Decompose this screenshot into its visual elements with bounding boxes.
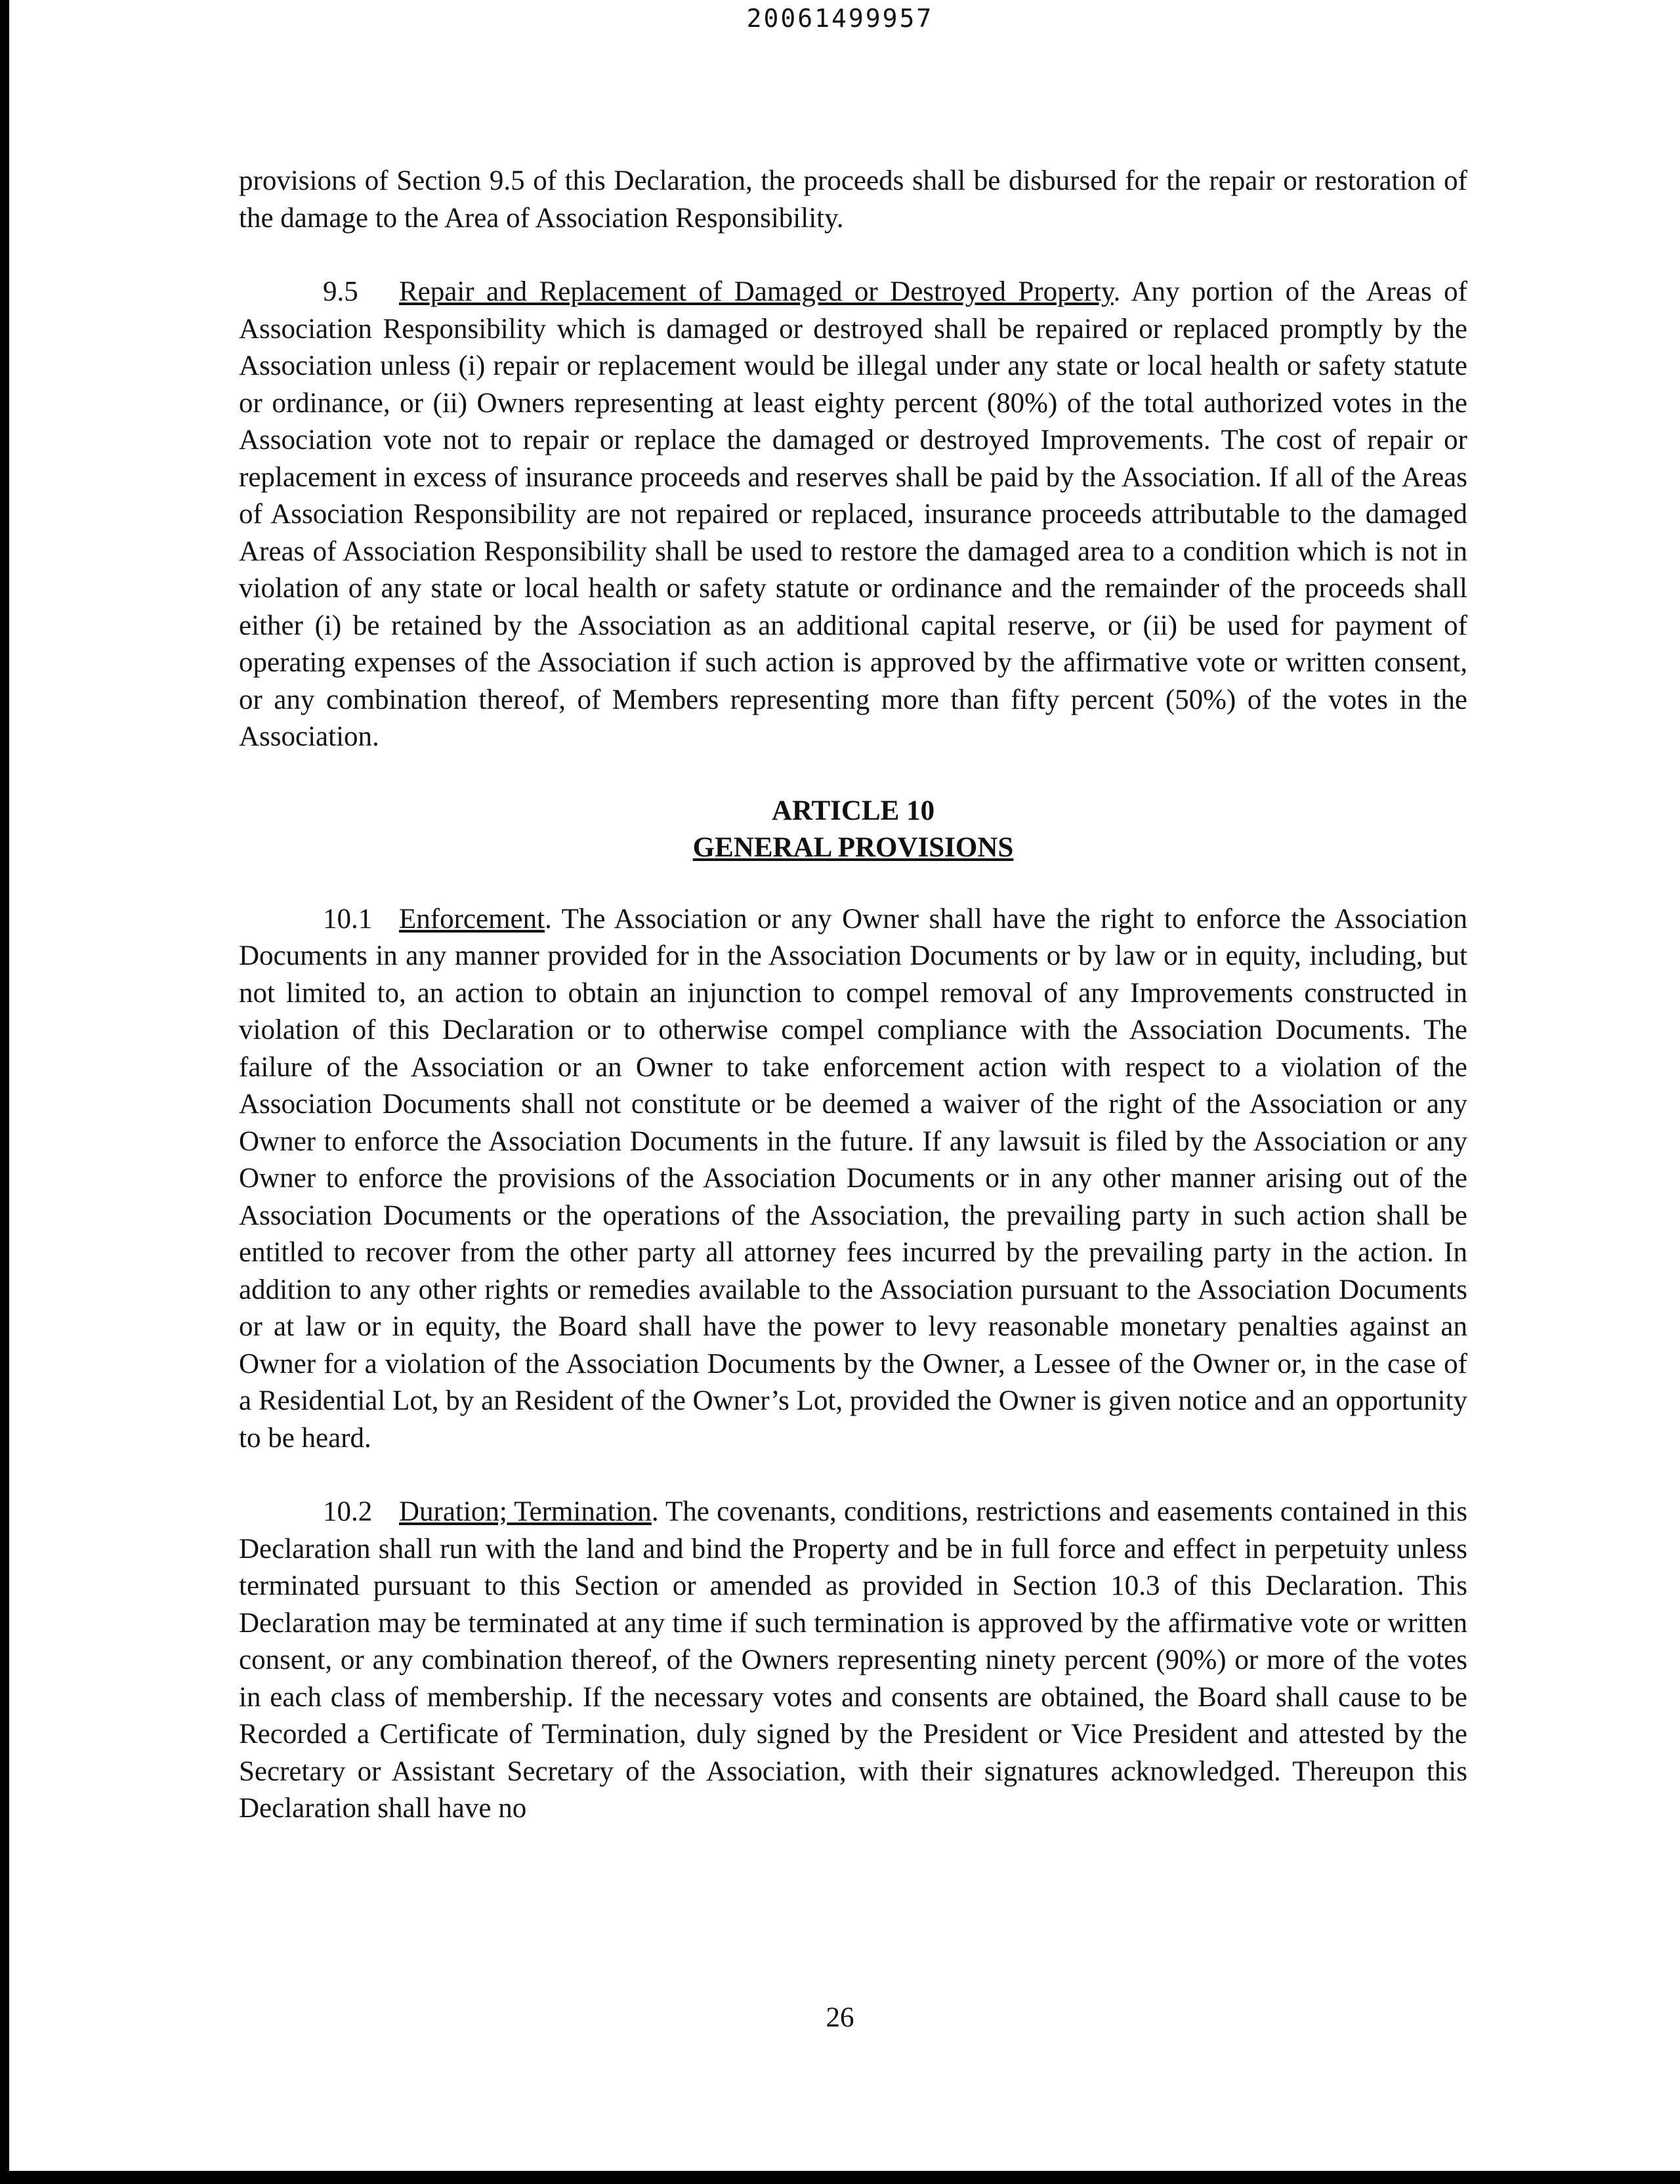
section-9-5 <box>239 274 1467 756</box>
section-10-1 <box>239 901 1467 1458</box>
article-heading <box>239 793 1467 867</box>
section-body: . The covenants, conditions, restrictions and easements contained in this Declaration shall run with the land and bind the Property and be in full force and effect in perpetuity unless terminated pursuant to this Section or amended as provided in Section 10.3 of this Declaration. This Declaration may be terminated at any time if such termination is approved by the affirmative vote or written consent, or any combination thereof, of the Owners representing ninety percent (90%) or more of the votes in each class of membership. If the necessary votes and consents are obtained, the Board shall cause to be Recorded a Certificate of Termination, duly signed by the President or Vice President and attested by the Secretary or Assistant Secretary of the Association, with their signatures acknowledged. Thereupon this Declaration shall have no <box>239 1496 1468 1824</box>
section-body: . The Association or any Owner shall have the right to enforce the Association Documents in any manner provided for in the Association Documents or by law or in equity, including, but not limited to, an action to obtain an injunction to compel removal of any Improvements constructed in violation of this Declaration or to otherwise compel compliance with the Association Documents. The failure of the Association or an Owner to take enforcement action with respect to a violation of the Association Documents shall not constitute or be deemed a waiver of the right of the Association or any Owner to enforce the Association Documents in the future. If any lawsuit is filed by the Association or any Owner to enforce the provisions of the Association Documents or in any other manner arising out of the Association Documents or the operations of the Association, the prevailing party in such action shall be entitled to recover from the other party all attorney fees incurred by the prevailing party in the action. In addition to any other rights or remedies available to the Association pursuant to the Association Documents or at law or in equity, the Board shall have the power to levy reasonable monetary penalties against an Owner for a violation of the Association Documents by the Owner, a Lessee of the Owner or, in the case of a Residential Lot, by an Resident of the Owner’s Lot, provided the Owner is given notice and an opportunity to be heard. <box>239 903 1467 1454</box>
section-number: 10.1 <box>323 903 373 934</box>
continuation-paragraph: provisions of Section 9.5 of this Declaration, the proceeds shall be disbursed for the repair or restoration of the damage to the Area of Association Responsibility. <box>239 165 1467 234</box>
section-heading: Duration; Termination <box>399 1496 652 1527</box>
page-body <box>239 163 1467 1828</box>
section-10-2 <box>239 1494 1467 1828</box>
section-body: . Any portion of the Areas of Association Responsibility which is damaged or destroyed shall be repaired or replaced promptly by the Association unless (i) repair or replacement would be illegal under any state or local health or safety statute or ordinance, or (ii) Owners representing at least eighty percent (80%) of the total authorized votes in the Association vote not to repair or replace the damaged or destroyed Improvements. The cost of repair or replacement in excess of insurance proceeds and reserves shall be paid by the Association. If all of the Areas of Association Responsibility are not repaired or replaced, insurance proceeds attributable to the damaged Areas of Association Responsibility shall be used to restore the damaged area to a condition which is not in violation of any state or local health or safety statute or ordinance and the remainder of the proceeds shall either (i) be retained by the Association as an additional capital reserve, or (ii) be used for payment of operating expenses of the Association if such action is approved by the affirmative vote or written consent, or any combination thereof, of Members representing more than fifty percent (50%) of the votes in the Association. <box>239 276 1467 752</box>
article-subtitle: GENERAL PROVISIONS <box>692 832 1014 863</box>
document-number: 20061499957 <box>746 4 934 33</box>
page-number: 26 <box>826 2002 854 2033</box>
scan-bottom-border <box>0 2171 1680 2184</box>
section-number: 9.5 <box>323 276 358 307</box>
section-number: 10.2 <box>323 1496 373 1527</box>
scan-left-border <box>0 0 9 2184</box>
section-heading: Repair and Replacement of Damaged or Destroyed Property <box>399 276 1114 307</box>
section-heading: Enforcement <box>399 903 545 934</box>
article-title: ARTICLE 10 <box>771 795 935 826</box>
